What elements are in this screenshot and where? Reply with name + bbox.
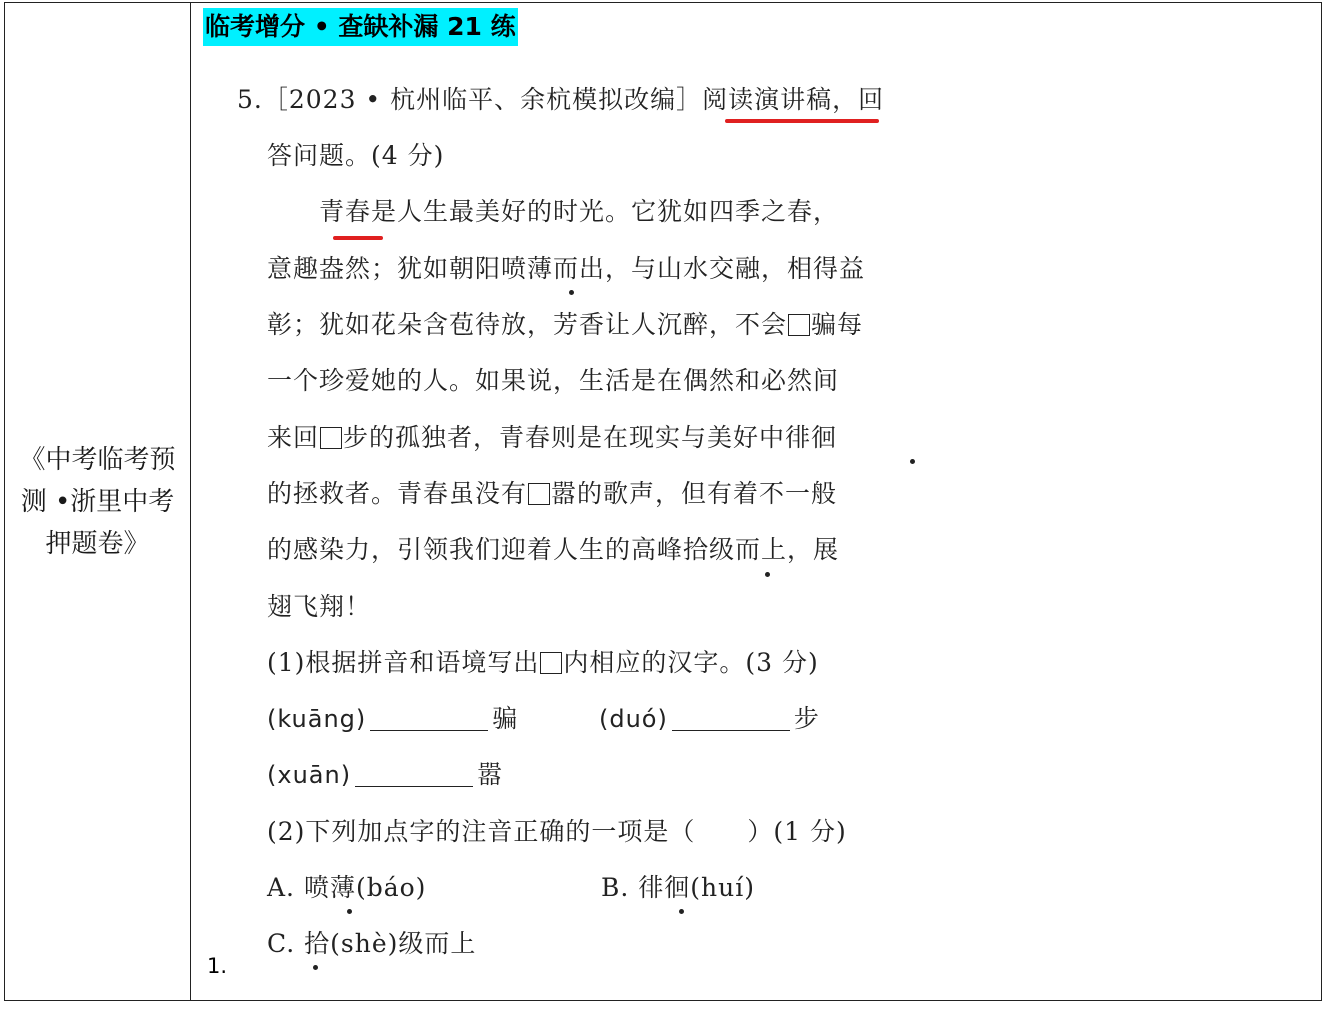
sub-question-1-items: (duó) 步 <box>599 704 820 733</box>
answer-box <box>540 652 562 674</box>
document-table <box>4 2 1322 1001</box>
option-a: A. 喷薄(báo) <box>267 873 427 902</box>
fill-blank[interactable] <box>355 763 473 787</box>
sub-question-1: (1)根据拼音和语境写出 内相应的汉字。(3 分) <box>267 648 819 677</box>
passage-line: 一个珍爱她的人。如果说，生活是在偶然和必然间 <box>267 366 840 395</box>
passage-line: 青春是人生最美好的时光。它犹如四季之春， <box>267 197 840 226</box>
passage-line: 来回 步的孤独者，青春则是在现实与美好中徘徊 <box>267 423 838 452</box>
emphasis-dot <box>679 909 684 914</box>
red-underline-speech <box>725 119 879 123</box>
emphasis-dot <box>910 459 915 464</box>
answer-box <box>528 483 550 505</box>
passage-line: 意趣盎然；犹如朝阳喷薄而出，与山水交融，相得益 <box>267 254 866 283</box>
item-number: 1. <box>207 954 228 978</box>
left-cell <box>5 3 191 1000</box>
option-b: B. 徘徊(huí) <box>601 873 755 902</box>
book-title: 《中考临考预测 •浙里中考押题卷》 <box>19 444 176 559</box>
answer-box <box>320 427 342 449</box>
question-stem-line1: 5.［2023 • 杭州临平、余杭模拟改编］阅读演讲稿，回 <box>237 85 885 114</box>
option-c: C. 拾(shè)级而上 <box>267 929 477 958</box>
passage-line: 彰；犹如花朵含苞待放，芳香让人沉醉，不会 骗每 <box>267 310 864 339</box>
passage-line: 翅飞翔！ <box>267 592 372 621</box>
answer-box <box>788 314 810 336</box>
sub-question-1-items: (kuāng) 骗 <box>267 704 519 733</box>
fill-blank[interactable] <box>672 707 790 731</box>
fill-blank[interactable] <box>370 707 488 731</box>
emphasis-dot <box>765 572 770 577</box>
emphasis-dot <box>313 965 318 970</box>
red-underline-youth <box>333 236 383 240</box>
passage-line: 的感染力，引领我们迎着人生的高峰拾级而上，展 <box>267 535 840 564</box>
question-stem-line2: 答问题。(4 分) <box>267 141 445 170</box>
right-cell <box>191 3 1321 1000</box>
sub-question-2: (2)下列加点字的注音正确的一项是（ ）(1 分) <box>267 817 847 846</box>
emphasis-dot <box>569 290 574 295</box>
sub-question-1-items: (xuān) 嚣 <box>267 760 504 789</box>
emphasis-dot <box>347 909 352 914</box>
passage-line: 的拯救者。青春虽没有 嚣的歌声，但有着不一般 <box>267 479 838 508</box>
section-heading: 临考增分 • 查缺补漏 21 练 <box>203 8 518 46</box>
